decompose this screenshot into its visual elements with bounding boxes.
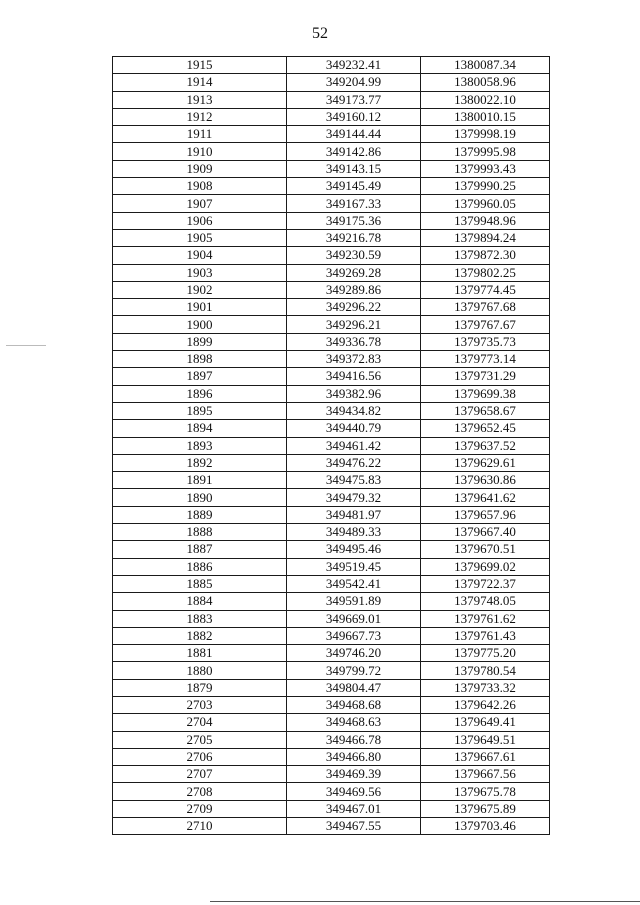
x-coordinate-cell: 349296.21 (287, 316, 421, 333)
table-row (113, 212, 550, 229)
x-coordinate-cell: 349144.44 (287, 126, 421, 143)
table-row (113, 57, 550, 74)
y-coordinate-cell: 1379998.19 (421, 126, 550, 143)
y-coordinate-cell: 1380058.96 (421, 74, 550, 91)
y-coordinate-cell: 1379630.86 (421, 472, 550, 489)
page-bottom-edge (210, 901, 640, 902)
point-number-cell: 1902 (113, 281, 287, 298)
point-number-cell: 1893 (113, 437, 287, 454)
x-coordinate-cell: 349230.59 (287, 247, 421, 264)
y-coordinate-cell: 1379960.05 (421, 195, 550, 212)
y-coordinate-cell: 1379667.61 (421, 748, 550, 765)
y-coordinate-cell: 1379735.73 (421, 333, 550, 350)
y-coordinate-cell: 1379699.02 (421, 558, 550, 575)
x-coordinate-cell: 349167.33 (287, 195, 421, 212)
table-row (113, 627, 550, 644)
y-coordinate-cell: 1379990.25 (421, 178, 550, 195)
point-number-cell: 2708 (113, 783, 287, 800)
y-coordinate-cell: 1380087.34 (421, 57, 550, 74)
point-number-cell: 1910 (113, 143, 287, 160)
y-coordinate-cell: 1379667.56 (421, 766, 550, 783)
point-number-cell: 1914 (113, 74, 287, 91)
table-row (113, 818, 550, 835)
coordinates-table-body (113, 57, 550, 835)
table-row (113, 281, 550, 298)
table-row (113, 74, 550, 91)
y-coordinate-cell: 1379774.45 (421, 281, 550, 298)
x-coordinate-cell: 349296.22 (287, 299, 421, 316)
y-coordinate-cell: 1379629.61 (421, 454, 550, 471)
point-number-cell: 1881 (113, 645, 287, 662)
table-row (113, 731, 550, 748)
x-coordinate-cell: 349175.36 (287, 212, 421, 229)
point-number-cell: 1915 (113, 57, 287, 74)
x-coordinate-cell: 349591.89 (287, 593, 421, 610)
table-row (113, 402, 550, 419)
table-row (113, 108, 550, 125)
point-number-cell: 1906 (113, 212, 287, 229)
table-row (113, 420, 550, 437)
table-row (113, 126, 550, 143)
x-coordinate-cell: 349746.20 (287, 645, 421, 662)
point-number-cell: 1913 (113, 91, 287, 108)
x-coordinate-cell: 349804.47 (287, 679, 421, 696)
table-row (113, 454, 550, 471)
table-row (113, 800, 550, 817)
point-number-cell: 1887 (113, 541, 287, 558)
y-coordinate-cell: 1379642.26 (421, 696, 550, 713)
y-coordinate-cell: 1379641.62 (421, 489, 550, 506)
x-coordinate-cell: 349469.56 (287, 783, 421, 800)
table-row (113, 299, 550, 316)
x-coordinate-cell: 349466.80 (287, 748, 421, 765)
point-number-cell: 2703 (113, 696, 287, 713)
table-row (113, 645, 550, 662)
x-coordinate-cell: 349475.83 (287, 472, 421, 489)
scan-artifact-mark (6, 345, 46, 346)
y-coordinate-cell: 1379675.78 (421, 783, 550, 800)
x-coordinate-cell: 349289.86 (287, 281, 421, 298)
table-row (113, 662, 550, 679)
table-row (113, 437, 550, 454)
y-coordinate-cell: 1379657.96 (421, 506, 550, 523)
table-row (113, 385, 550, 402)
point-number-cell: 1880 (113, 662, 287, 679)
x-coordinate-cell: 349468.68 (287, 696, 421, 713)
y-coordinate-cell: 1379675.89 (421, 800, 550, 817)
point-number-cell: 2706 (113, 748, 287, 765)
table-row (113, 524, 550, 541)
table-row (113, 351, 550, 368)
point-number-cell: 2705 (113, 731, 287, 748)
x-coordinate-cell: 349479.32 (287, 489, 421, 506)
table-row (113, 748, 550, 765)
x-coordinate-cell: 349468.63 (287, 714, 421, 731)
y-coordinate-cell: 1379767.67 (421, 316, 550, 333)
x-coordinate-cell: 349143.15 (287, 160, 421, 177)
point-number-cell: 1888 (113, 524, 287, 541)
x-coordinate-cell: 349173.77 (287, 91, 421, 108)
point-number-cell: 1897 (113, 368, 287, 385)
point-number-cell: 1898 (113, 351, 287, 368)
x-coordinate-cell: 349204.99 (287, 74, 421, 91)
y-coordinate-cell: 1379649.41 (421, 714, 550, 731)
table-row (113, 696, 550, 713)
y-coordinate-cell: 1380010.15 (421, 108, 550, 125)
point-number-cell: 1911 (113, 126, 287, 143)
point-number-cell: 1894 (113, 420, 287, 437)
x-coordinate-cell: 349476.22 (287, 454, 421, 471)
y-coordinate-cell: 1379993.43 (421, 160, 550, 177)
table-row (113, 506, 550, 523)
x-coordinate-cell: 349481.97 (287, 506, 421, 523)
point-number-cell: 1905 (113, 229, 287, 246)
y-coordinate-cell: 1379722.37 (421, 575, 550, 592)
table-row (113, 178, 550, 195)
point-number-cell: 1912 (113, 108, 287, 125)
x-coordinate-cell: 349269.28 (287, 264, 421, 281)
point-number-cell: 1904 (113, 247, 287, 264)
x-coordinate-cell: 349142.86 (287, 143, 421, 160)
x-coordinate-cell: 349495.46 (287, 541, 421, 558)
table-row (113, 610, 550, 627)
y-coordinate-cell: 1379948.96 (421, 212, 550, 229)
x-coordinate-cell: 349469.39 (287, 766, 421, 783)
point-number-cell: 1903 (113, 264, 287, 281)
y-coordinate-cell: 1379667.40 (421, 524, 550, 541)
point-number-cell: 1909 (113, 160, 287, 177)
point-number-cell: 1882 (113, 627, 287, 644)
x-coordinate-cell: 349160.12 (287, 108, 421, 125)
y-coordinate-cell: 1379761.62 (421, 610, 550, 627)
point-number-cell: 1879 (113, 679, 287, 696)
table-row (113, 229, 550, 246)
x-coordinate-cell: 349382.96 (287, 385, 421, 402)
y-coordinate-cell: 1379699.38 (421, 385, 550, 402)
coordinates-table (112, 56, 550, 835)
point-number-cell: 1884 (113, 593, 287, 610)
point-number-cell: 1891 (113, 472, 287, 489)
y-coordinate-cell: 1379703.46 (421, 818, 550, 835)
x-coordinate-cell: 349542.41 (287, 575, 421, 592)
point-number-cell: 2704 (113, 714, 287, 731)
point-number-cell: 1885 (113, 575, 287, 592)
x-coordinate-cell: 349416.56 (287, 368, 421, 385)
y-coordinate-cell: 1379658.67 (421, 402, 550, 419)
y-coordinate-cell: 1380022.10 (421, 91, 550, 108)
point-number-cell: 2710 (113, 818, 287, 835)
table-row (113, 541, 550, 558)
point-number-cell: 1901 (113, 299, 287, 316)
point-number-cell: 1889 (113, 506, 287, 523)
table-row (113, 575, 550, 592)
table-row (113, 143, 550, 160)
y-coordinate-cell: 1379894.24 (421, 229, 550, 246)
table-row (113, 368, 550, 385)
y-coordinate-cell: 1379748.05 (421, 593, 550, 610)
x-coordinate-cell: 349145.49 (287, 178, 421, 195)
table-row (113, 316, 550, 333)
x-coordinate-cell: 349799.72 (287, 662, 421, 679)
table-row (113, 264, 550, 281)
y-coordinate-cell: 1379761.43 (421, 627, 550, 644)
table-row (113, 333, 550, 350)
y-coordinate-cell: 1379637.52 (421, 437, 550, 454)
y-coordinate-cell: 1379773.14 (421, 351, 550, 368)
table-row (113, 679, 550, 696)
table-row (113, 489, 550, 506)
y-coordinate-cell: 1379670.51 (421, 541, 550, 558)
x-coordinate-cell: 349336.78 (287, 333, 421, 350)
x-coordinate-cell: 349434.82 (287, 402, 421, 419)
x-coordinate-cell: 349461.42 (287, 437, 421, 454)
x-coordinate-cell: 349467.01 (287, 800, 421, 817)
x-coordinate-cell: 349466.78 (287, 731, 421, 748)
point-number-cell: 1900 (113, 316, 287, 333)
x-coordinate-cell: 349216.78 (287, 229, 421, 246)
y-coordinate-cell: 1379733.32 (421, 679, 550, 696)
point-number-cell: 1908 (113, 178, 287, 195)
point-number-cell: 2707 (113, 766, 287, 783)
y-coordinate-cell: 1379652.45 (421, 420, 550, 437)
table-row (113, 558, 550, 575)
y-coordinate-cell: 1379731.29 (421, 368, 550, 385)
table-row (113, 714, 550, 731)
table-row (113, 247, 550, 264)
y-coordinate-cell: 1379802.25 (421, 264, 550, 281)
y-coordinate-cell: 1379767.68 (421, 299, 550, 316)
point-number-cell: 1899 (113, 333, 287, 350)
x-coordinate-cell: 349467.55 (287, 818, 421, 835)
x-coordinate-cell: 349519.45 (287, 558, 421, 575)
point-number-cell: 1890 (113, 489, 287, 506)
x-coordinate-cell: 349372.83 (287, 351, 421, 368)
table-row (113, 593, 550, 610)
y-coordinate-cell: 1379995.98 (421, 143, 550, 160)
table-row (113, 91, 550, 108)
table-row (113, 783, 550, 800)
x-coordinate-cell: 349440.79 (287, 420, 421, 437)
table-row (113, 160, 550, 177)
y-coordinate-cell: 1379775.20 (421, 645, 550, 662)
y-coordinate-cell: 1379649.51 (421, 731, 550, 748)
point-number-cell: 2709 (113, 800, 287, 817)
x-coordinate-cell: 349489.33 (287, 524, 421, 541)
point-number-cell: 1907 (113, 195, 287, 212)
table-row (113, 472, 550, 489)
x-coordinate-cell: 349669.01 (287, 610, 421, 627)
point-number-cell: 1892 (113, 454, 287, 471)
table-row (113, 766, 550, 783)
table-row (113, 195, 550, 212)
page-number: 52 (312, 25, 328, 42)
point-number-cell: 1895 (113, 402, 287, 419)
point-number-cell: 1883 (113, 610, 287, 627)
y-coordinate-cell: 1379780.54 (421, 662, 550, 679)
y-coordinate-cell: 1379872.30 (421, 247, 550, 264)
x-coordinate-cell: 349232.41 (287, 57, 421, 74)
x-coordinate-cell: 349667.73 (287, 627, 421, 644)
point-number-cell: 1896 (113, 385, 287, 402)
point-number-cell: 1886 (113, 558, 287, 575)
